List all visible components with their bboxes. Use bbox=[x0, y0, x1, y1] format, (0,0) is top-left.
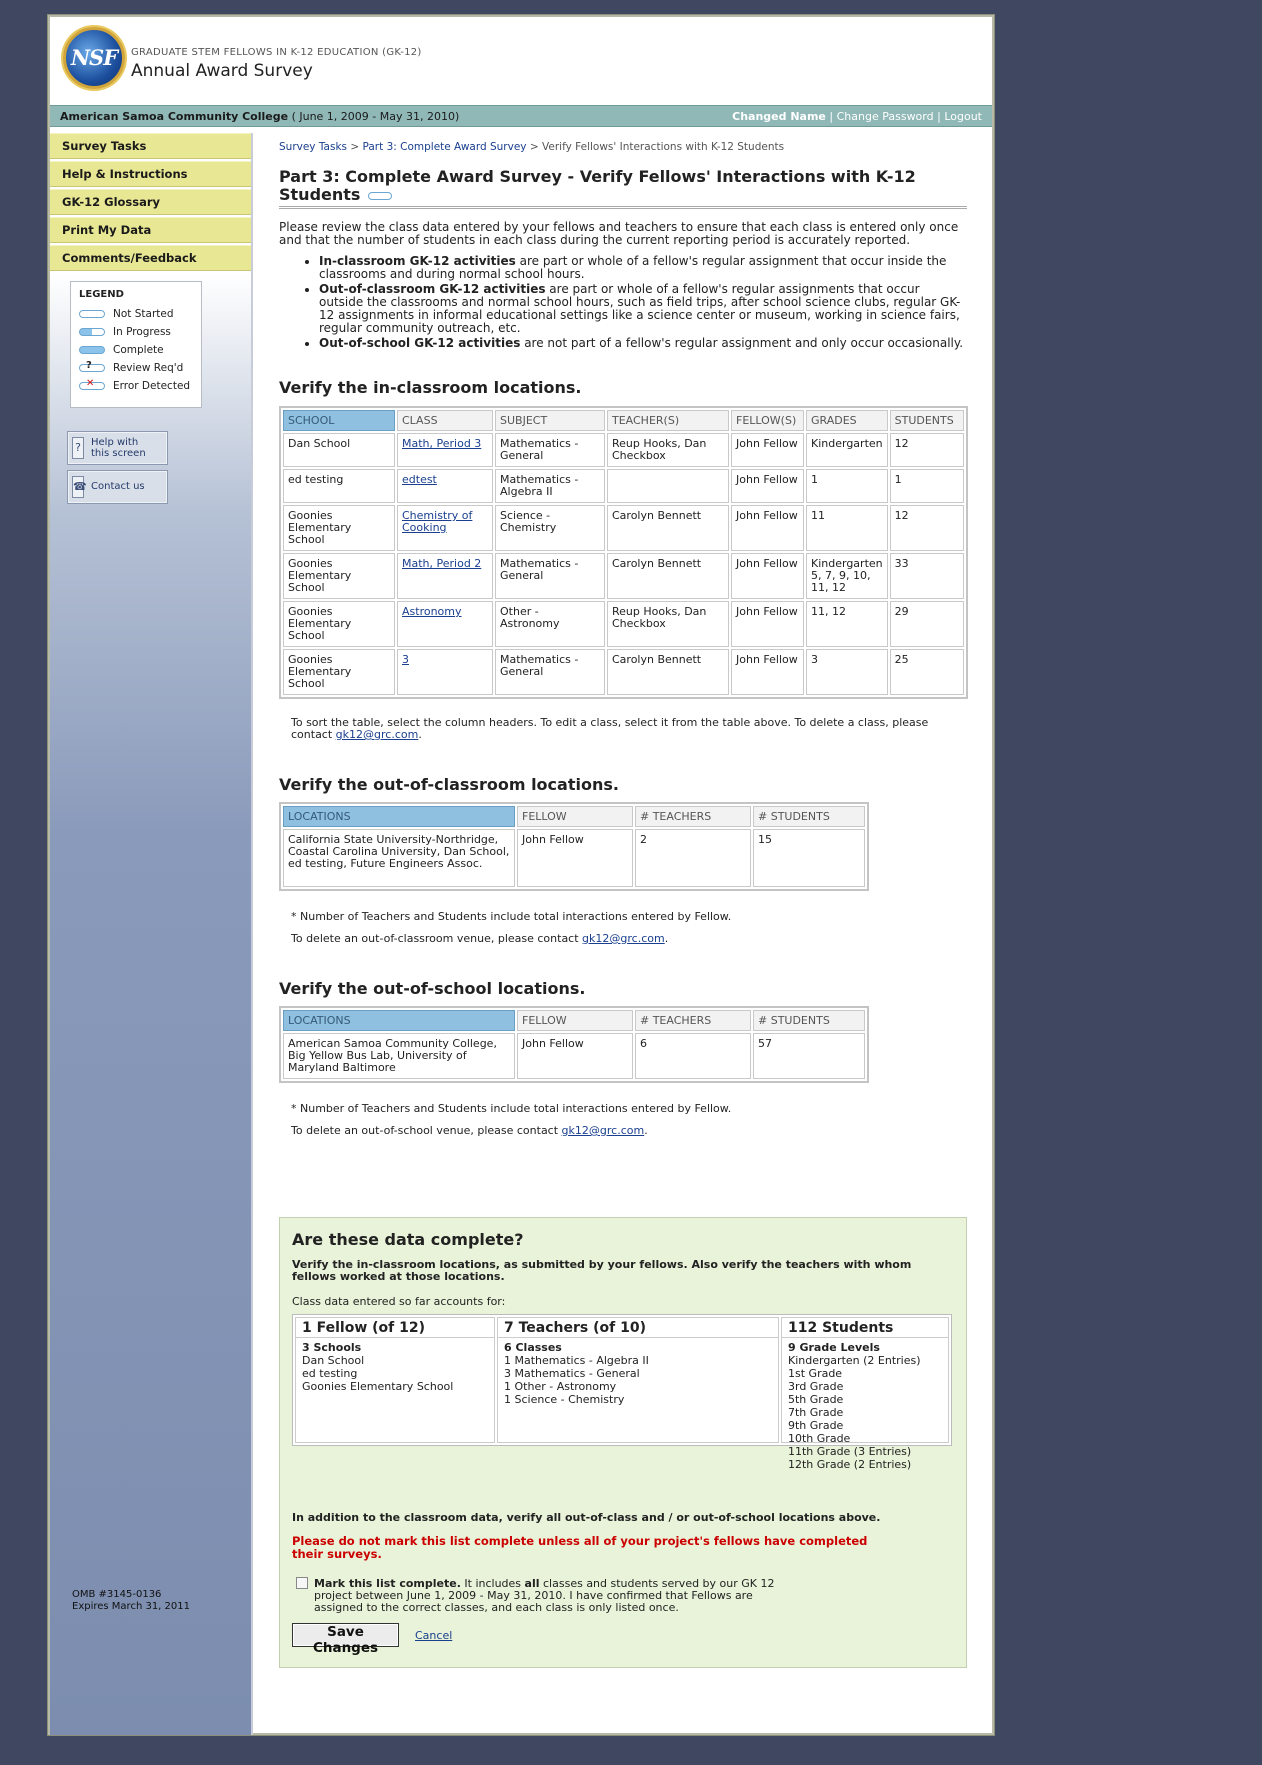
page-title: Part 3: Complete Award Survey - Verify Fellows' Interactions with K-12 Students bbox=[279, 168, 967, 209]
column-header-school[interactable]: SCHOOL bbox=[283, 410, 395, 431]
breadcrumb: Survey Tasks > Part 3: Complete Award Survey > Verify Fellows' Interactions with K-12 Students bbox=[279, 141, 785, 153]
out-of-school-note: * Number of Teachers and Students include total interactions entered by Fellow. bbox=[291, 1102, 732, 1115]
separator: | bbox=[937, 110, 941, 123]
school-cell: Goonies Elementary School bbox=[283, 649, 395, 695]
column-header-fellows[interactable]: FELLOW(S) bbox=[731, 410, 804, 431]
teachers-count-cell: 6 bbox=[635, 1033, 751, 1079]
grades-cell: Kindergarten 5, 7, 9, 10, 11, 12 bbox=[806, 553, 888, 599]
school-cell: Dan School bbox=[283, 433, 395, 467]
legend-item-complete: Complete bbox=[79, 341, 193, 359]
column-header-students-count[interactable]: # STUDENTS bbox=[753, 1010, 865, 1031]
grades-cell: Kindergarten bbox=[806, 433, 888, 467]
table-row bbox=[283, 505, 964, 551]
teachers-summary bbox=[497, 1317, 779, 1443]
not-started-icon bbox=[79, 310, 105, 318]
classes-count: 6 Classes bbox=[504, 1341, 562, 1354]
table-row bbox=[283, 469, 964, 503]
logout-link[interactable]: Logout bbox=[944, 110, 982, 123]
subject-cell: Mathematics - General bbox=[495, 553, 605, 599]
list-item: 1 Mathematics - Algebra II bbox=[504, 1354, 649, 1367]
list-item: Dan School bbox=[302, 1354, 365, 1367]
students-cell: 33 bbox=[890, 553, 964, 599]
contact-email-link[interactable]: gk12@grc.com bbox=[561, 1124, 645, 1137]
help-with-screen-button[interactable]: ? Help with this screen bbox=[68, 432, 167, 464]
out-of-classroom-heading: Verify the out-of-classroom locations. bbox=[279, 775, 619, 794]
list-item: 12th Grade (2 Entries) bbox=[788, 1458, 912, 1471]
list-item: 9th Grade bbox=[788, 1419, 844, 1432]
contact-email-link[interactable]: gk12@grc.com bbox=[335, 728, 419, 741]
contact-us-button[interactable]: ☎ Contact us bbox=[68, 471, 167, 503]
in-classroom-heading: Verify the in-classroom locations. bbox=[279, 378, 582, 397]
schools-count: 3 Schools bbox=[302, 1341, 362, 1354]
teachers-cell: Reup Hooks, Dan Checkbox bbox=[607, 433, 729, 467]
students-cell: 12 bbox=[890, 433, 964, 467]
column-header-locations[interactable]: LOCATIONS bbox=[283, 806, 515, 827]
in-classroom-table bbox=[279, 406, 968, 699]
list-item: 1st Grade bbox=[788, 1367, 843, 1380]
column-header-fellow[interactable]: FELLOW bbox=[517, 806, 633, 827]
mark-complete-checkbox[interactable] bbox=[296, 1577, 308, 1589]
list-item: Goonies Elementary School bbox=[302, 1380, 454, 1393]
out-of-classroom-note: * Number of Teachers and Students include total interactions entered by Fellow. bbox=[291, 910, 732, 923]
list-item: 10th Grade bbox=[788, 1432, 851, 1445]
not-started-status-icon bbox=[368, 192, 392, 200]
in-classroom-note: To sort the table, select the column headers. To edit a class, select it from the table above. To delete a class, please contact gk12@grc.com. bbox=[291, 716, 929, 741]
column-header-fellow[interactable]: FELLOW bbox=[517, 1010, 633, 1031]
intro-text: Please review the class data entered by your fellows and teachers to ensure that each class is entered only once and that the number of students in each class during the current reporting period is accurately reported. bbox=[279, 220, 959, 247]
locations-cell: California State University-Northridge, Coastal Carolina University, Dan School, ed testing, Future Engineers Assoc. bbox=[283, 829, 515, 887]
fellows-cell: John Fellow bbox=[731, 469, 804, 503]
locations-cell: American Samoa Community College, Big Yellow Bus Lab, University of Maryland Baltimore bbox=[283, 1033, 515, 1079]
contact-email-link[interactable]: gk12@grc.com bbox=[582, 932, 665, 945]
legend-item-review: ? Review Req'd bbox=[79, 359, 193, 377]
table-row bbox=[283, 829, 865, 887]
out-of-school-delete-note: To delete an out-of-school venue, please contact gk12@grc.com. bbox=[291, 1124, 648, 1137]
column-header-teachers[interactable]: TEACHER(S) bbox=[607, 410, 729, 431]
out-of-school-heading: Verify the out-of-school locations. bbox=[279, 979, 586, 998]
save-changes-button[interactable]: Save Changes bbox=[292, 1623, 399, 1647]
students-cell: 1 bbox=[890, 469, 964, 503]
omb-notice: OMB #3145-0136 Expires March 31, 2011 bbox=[72, 1589, 190, 1612]
class-link[interactable]: 3 bbox=[402, 653, 409, 666]
site-header bbox=[50, 17, 992, 105]
breadcrumb-current: Verify Fellows' Interactions with K-12 Students bbox=[542, 141, 785, 153]
school-cell: Goonies Elementary School bbox=[283, 553, 395, 599]
grades-cell: 11, 12 bbox=[806, 601, 888, 647]
grades-cell: 11 bbox=[806, 505, 888, 551]
review-required-icon: ? bbox=[79, 364, 105, 372]
complete-icon bbox=[79, 346, 105, 354]
out-of-school-table bbox=[279, 1006, 869, 1083]
accounts-for-label: Class data entered so far accounts for: bbox=[292, 1295, 506, 1308]
subject-cell: Other - Astronomy bbox=[495, 601, 605, 647]
column-header-class[interactable]: CLASS bbox=[397, 410, 493, 431]
table-row bbox=[283, 553, 964, 599]
completion-title: Are these data complete? bbox=[292, 1230, 524, 1249]
completion-subtitle: Verify the in-classroom locations, as submitted by your fellows. Also verify the teachers with whom fellows worked at those locations. bbox=[292, 1258, 912, 1283]
teachers-count-cell: 2 bbox=[635, 829, 751, 887]
award-period: ( June 1, 2009 - May 31, 2010) bbox=[291, 110, 460, 123]
students-cell: 12 bbox=[890, 505, 964, 551]
fellows-count: 1 Fellow (of 12) bbox=[296, 1318, 494, 1338]
logo-text: NSF bbox=[70, 45, 118, 70]
column-header-teachers-count[interactable]: # TEACHERS bbox=[635, 1010, 751, 1031]
list-item: 11th Grade (3 Entries) bbox=[788, 1445, 912, 1458]
sidebar bbox=[50, 133, 253, 1735]
question-icon: ? bbox=[72, 437, 84, 459]
legend-item-in-progress: In Progress bbox=[79, 323, 193, 341]
org-info bbox=[60, 110, 459, 123]
legend-title: LEGEND bbox=[79, 289, 124, 300]
header-subtitle: GRADUATE STEM FELLOWS IN K-12 EDUCATION (GK-12) bbox=[131, 47, 422, 58]
subject-cell: Mathematics - Algebra II bbox=[495, 469, 605, 503]
table-row bbox=[283, 601, 964, 647]
data-summary bbox=[292, 1314, 952, 1471]
class-link[interactable]: Chemistry of Cooking bbox=[402, 509, 473, 534]
teachers-cell: Carolyn Bennett bbox=[607, 505, 729, 551]
fellow-cell: John Fellow bbox=[517, 829, 633, 887]
completion-warning: Please do not mark this list complete unless all of your project's fellows have completed their surveys. bbox=[292, 1534, 868, 1561]
fellows-cell: John Fellow bbox=[731, 601, 804, 647]
definition-item: • Out-of-school GK-12 activities are not part of a fellow's regular assignment and only occur occasionally. bbox=[319, 337, 967, 350]
phone-icon: ☎ bbox=[72, 476, 84, 498]
error-detected-icon: ✕ bbox=[79, 382, 105, 390]
sidebar-item-glossary[interactable]: GK-12 Glossary bbox=[50, 189, 251, 215]
fellows-cell: John Fellow bbox=[731, 649, 804, 695]
class-link[interactable]: edtest bbox=[402, 473, 437, 486]
column-header-subject[interactable]: SUBJECT bbox=[495, 410, 605, 431]
mark-complete-label: Mark this list complete. It includes all classes and students served by our GK 12 project between June 1, 2009 - May 31, 2010. I have confirmed that Fellows are assigned to the correct classes, and each class is only listed once. bbox=[314, 1577, 775, 1614]
school-cell: ed testing bbox=[283, 469, 395, 503]
list-item: ed testing bbox=[302, 1367, 358, 1380]
subject-cell: Science - Chemistry bbox=[495, 505, 605, 551]
sidebar-item-print-data[interactable]: Print My Data bbox=[50, 217, 251, 243]
separator: | bbox=[829, 110, 834, 123]
sidebar-item-survey-tasks[interactable]: Survey Tasks bbox=[50, 133, 251, 159]
class-link[interactable]: Astronomy bbox=[402, 605, 462, 618]
nsf-logo bbox=[63, 27, 125, 89]
list-item: 1 Other - Astronomy bbox=[504, 1380, 617, 1393]
class-link[interactable]: Math, Period 2 bbox=[402, 557, 482, 570]
students-count: 112 Students bbox=[782, 1318, 948, 1338]
list-item: Kindergarten (2 Entries) bbox=[788, 1354, 921, 1367]
fellows-cell: John Fellow bbox=[731, 433, 804, 467]
students-count-cell: 15 bbox=[753, 829, 865, 887]
subject-cell: Mathematics - General bbox=[495, 649, 605, 695]
list-item: 5th Grade bbox=[788, 1393, 844, 1406]
column-header-students[interactable]: STUDENTS bbox=[890, 410, 964, 431]
activity-definitions bbox=[319, 255, 967, 350]
out-of-classroom-table bbox=[279, 802, 869, 891]
list-item: 3rd Grade bbox=[788, 1380, 844, 1393]
column-header-grades[interactable]: GRADES bbox=[806, 410, 888, 431]
fellow-cell: John Fellow bbox=[517, 1033, 633, 1079]
fellows-cell: John Fellow bbox=[731, 553, 804, 599]
main-content bbox=[279, 129, 967, 1656]
list-item: 1 Science - Chemistry bbox=[504, 1393, 625, 1406]
fellows-cell: John Fellow bbox=[731, 505, 804, 551]
legend-item-error: ✕ Error Detected bbox=[79, 377, 193, 395]
students-count-cell: 57 bbox=[753, 1033, 865, 1079]
fellows-summary bbox=[295, 1317, 495, 1443]
subject-cell: Mathematics - General bbox=[495, 433, 605, 467]
user-links bbox=[732, 110, 982, 123]
students-summary bbox=[781, 1317, 949, 1471]
page-frame bbox=[48, 15, 994, 1735]
class-link[interactable]: Math, Period 3 bbox=[402, 437, 482, 450]
sidebar-item-help-instructions[interactable]: Help & Instructions bbox=[50, 161, 251, 187]
breadcrumb-survey-tasks[interactable]: Survey Tasks bbox=[279, 141, 347, 153]
change-password-link[interactable]: Change Password bbox=[836, 110, 934, 123]
definition-item: • Out-of-classroom GK-12 activities are part or whole of a fellow's regular assignments that occur outside the classrooms and normal school hours, such as field trips, after school science clubs, regular GK-12 assignments in informal educational settings like a science center or museum, working in science fairs, regular community outreach, etc. bbox=[319, 283, 967, 335]
table-row bbox=[283, 1033, 865, 1079]
teachers-cell bbox=[607, 469, 729, 503]
list-item: 3 Mathematics - General bbox=[504, 1367, 640, 1380]
table-row bbox=[283, 433, 964, 467]
list-item: 7th Grade bbox=[788, 1406, 844, 1419]
user-name-link[interactable]: Changed Name bbox=[732, 110, 826, 123]
sidebar-item-comments-feedback[interactable]: Comments/Feedback bbox=[50, 245, 251, 271]
additional-verification-text: In addition to the classroom data, verify all out-of-class and / or out-of-school locations above. bbox=[292, 1511, 881, 1524]
org-name: American Samoa Community College bbox=[60, 110, 289, 123]
students-cell: 29 bbox=[890, 601, 964, 647]
teachers-count: 7 Teachers (of 10) bbox=[498, 1318, 778, 1338]
students-cell: 25 bbox=[890, 649, 964, 695]
org-bar bbox=[50, 105, 992, 127]
grade-levels-count: 9 Grade Levels bbox=[788, 1341, 880, 1354]
out-of-classroom-delete-note: To delete an out-of-classroom venue, please contact gk12@grc.com. bbox=[291, 932, 669, 945]
grades-cell: 3 bbox=[806, 649, 888, 695]
status-legend bbox=[70, 281, 202, 408]
in-progress-icon bbox=[79, 328, 105, 336]
school-cell: Goonies Elementary School bbox=[283, 505, 395, 551]
definition-item: • In-classroom GK-12 activities are part or whole of a fellow's regular assignment that occur inside the classrooms and during normal school hours. bbox=[319, 255, 967, 281]
grades-cell: 1 bbox=[806, 469, 888, 503]
breadcrumb-part3[interactable]: Part 3: Complete Award Survey bbox=[362, 141, 527, 153]
column-header-locations[interactable]: LOCATIONS bbox=[283, 1010, 515, 1031]
table-row bbox=[283, 649, 964, 695]
teachers-cell: Reup Hooks, Dan Checkbox bbox=[607, 601, 729, 647]
cancel-link[interactable]: Cancel bbox=[415, 1629, 453, 1642]
school-cell: Goonies Elementary School bbox=[283, 601, 395, 647]
teachers-cell: Carolyn Bennett bbox=[607, 649, 729, 695]
teachers-cell: Carolyn Bennett bbox=[607, 553, 729, 599]
column-header-students-count[interactable]: # STUDENTS bbox=[753, 806, 865, 827]
header-title: Annual Award Survey bbox=[131, 61, 313, 81]
legend-item-not-started: Not Started bbox=[79, 305, 193, 323]
completion-panel bbox=[279, 1217, 967, 1668]
column-header-teachers-count[interactable]: # TEACHERS bbox=[635, 806, 751, 827]
